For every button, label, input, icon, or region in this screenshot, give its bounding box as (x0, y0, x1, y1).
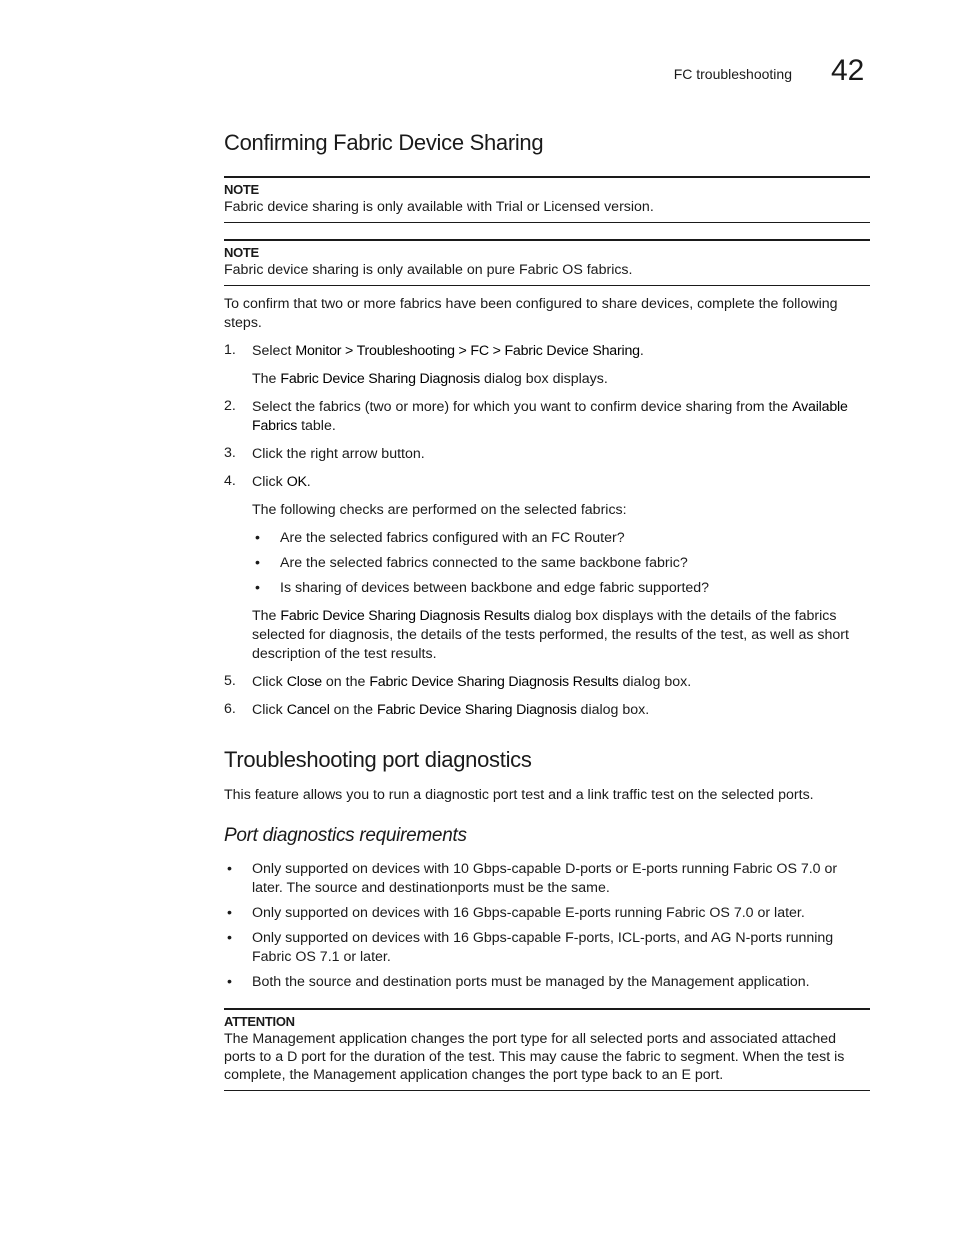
bullet-icon: • (255, 580, 260, 596)
bullet-icon: • (227, 905, 232, 921)
step-text: Select the fabrics (two or more) for which you want to confirm device sharing from the (252, 399, 793, 415)
note-text: Fabric device sharing is only available on pure Fabric OS fabrics. (224, 262, 633, 278)
intro-paragraph: To confirm that two or more fabrics have been configured to share devices, complete the following steps. (224, 296, 838, 331)
running-title: FC troubleshooting (673, 66, 792, 82)
step-text: . (306, 474, 311, 490)
step-number: 6. (224, 701, 236, 717)
list-item (224, 554, 870, 573)
note-text: Fabric device sharing is only available with Trial or Licensed version. (224, 199, 654, 215)
step-text: Click (252, 474, 287, 490)
steps-list (224, 673, 870, 720)
attention-label: ATTENTION (224, 1014, 295, 1029)
step-number: 5. (224, 673, 236, 689)
list-item (224, 529, 870, 548)
step-text: on the (329, 702, 377, 718)
step-number: 1. (224, 342, 236, 358)
list-item (224, 973, 870, 992)
list-item (224, 904, 870, 923)
step-text: Click the right arrow button. (252, 446, 425, 462)
list-item-text: Both the source and destination ports must be managed by the Management application. (252, 974, 810, 990)
step-text: The (252, 371, 281, 387)
bullet-icon: • (255, 530, 260, 546)
para-text: The (252, 608, 281, 624)
ui-dialog-name: Fabric Device Sharing Diagnosis (280, 371, 480, 387)
step-text: dialog box displays. (480, 371, 608, 387)
step-text: The following checks are performed on the selected fabrics: (252, 502, 627, 518)
step-3 (224, 445, 870, 464)
section-title-port-diagnostics: Troubleshooting port diagnostics (224, 747, 532, 772)
list-item-text: Only supported on devices with 16 Gbps-capable F-ports, ICL-ports, and AG N-ports running Fabric OS 7.1 or later. (252, 930, 834, 965)
ui-dialog-name: Fabric Device Sharing Diagnosis Results (280, 608, 530, 624)
requirements-list (224, 860, 870, 992)
results-paragraph (224, 607, 870, 664)
note-label: NOTE (224, 182, 259, 197)
list-item-text: Is sharing of devices between backbone and edge fabric supported? (280, 580, 710, 596)
step-text: . (639, 343, 644, 359)
page-header (0, 56, 954, 96)
list-item (224, 579, 870, 598)
ui-dialog-name: Fabric Device Sharing Diagnosis (377, 702, 577, 718)
step-text: Click (252, 702, 287, 718)
step-text: dialog box. (618, 674, 692, 690)
ui-button-name: OK (286, 474, 307, 490)
list-item-text: Are the selected fabrics connected to the same backbone fabric? (280, 555, 688, 571)
step-text: table. (297, 418, 336, 434)
attention-text: The Management application changes the port type for all selected ports and associated attached ports to a D port for the duration of the test. This may cause the fabric to segment. When the test is complete, the Management application changes the port type back to an E port. (224, 1031, 845, 1083)
ui-dialog-name: Fabric Device Sharing Diagnosis Results (369, 674, 619, 690)
checks-list (224, 529, 870, 598)
step-text: Select (252, 343, 296, 359)
ui-path: Monitor > Troubleshooting > FC > Fabric Device Sharing (295, 343, 640, 359)
ui-table-name: Available Fabrics (252, 399, 848, 434)
step-number: 3. (224, 445, 236, 461)
list-item-text: Are the selected fabrics configured with an FC Router? (280, 530, 625, 546)
list-item-text: Only supported on devices with 16 Gbps-capable E-ports running Fabric OS 7.0 or later. (252, 905, 805, 921)
list-item (224, 929, 870, 967)
step-6 (224, 701, 870, 720)
ui-button-name: Close (286, 674, 322, 690)
step-text: on the (321, 674, 370, 690)
note-label: NOTE (224, 245, 259, 260)
para-text: dialog box displays with the details of the fabrics selected for diagnosis, the details of the tests performed, the results of the test, as well as short description of the test results. (252, 608, 849, 662)
bullet-icon: • (227, 974, 232, 990)
step-1 (224, 342, 870, 389)
bullet-icon: • (227, 930, 232, 946)
section-title-fabric-device-sharing: Confirming Fabric Device Sharing (224, 130, 544, 155)
page-content (224, 130, 870, 1091)
step-text: Click (252, 674, 287, 690)
chapter-number: 42 (831, 54, 865, 87)
bullet-icon: • (255, 555, 260, 571)
attention-box (224, 1008, 870, 1091)
step-number: 4. (224, 473, 236, 489)
bullet-icon: • (227, 861, 232, 877)
list-item-text: Only supported on devices with 10 Gbps-capable D-ports or E-ports running Fabric OS 7.0 or later. The source and destinationports must be the same. (252, 861, 838, 896)
intro-paragraph: This feature allows you to run a diagnostic port test and a link traffic test on the selected ports. (224, 787, 814, 803)
note-box (224, 176, 870, 223)
note-box (224, 239, 870, 286)
step-2 (224, 398, 870, 436)
step-text: dialog box. (576, 702, 650, 718)
subsection-title: Port diagnostics requirements (224, 825, 467, 846)
list-item (224, 860, 870, 898)
ui-button-name: Cancel (286, 702, 330, 718)
steps-list (224, 342, 870, 520)
step-number: 2. (224, 398, 236, 414)
step-4 (224, 473, 870, 520)
step-5 (224, 673, 870, 692)
